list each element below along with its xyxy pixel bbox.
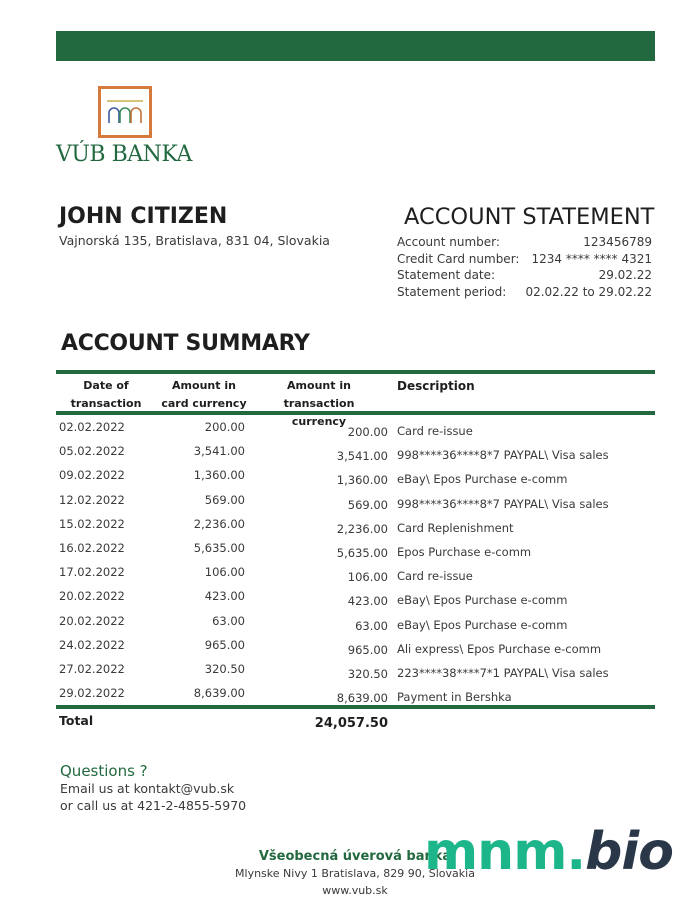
cell-date: 29.02.2022 bbox=[59, 686, 125, 701]
cell-transaction-amount: 569.00 bbox=[347, 497, 388, 512]
summary-title: ACCOUNT SUMMARY bbox=[61, 331, 310, 356]
cell-card-amount: 320.50 bbox=[204, 661, 245, 676]
cell-description: Ali express\ Epos Purchase e-comm bbox=[397, 641, 602, 656]
cell-date: 15.02.2022 bbox=[59, 516, 125, 531]
cell-transaction-amount: 5,635.00 bbox=[336, 545, 388, 560]
header-line: transaction bbox=[70, 397, 142, 410]
column-header-card-amount bbox=[156, 377, 252, 413]
logo-arches-icon bbox=[98, 86, 152, 138]
table-body bbox=[56, 415, 655, 705]
cell-date: 16.02.2022 bbox=[59, 540, 125, 555]
cell-transaction-amount: 1,360.00 bbox=[336, 473, 388, 488]
watermark bbox=[424, 822, 673, 882]
header-line: Description bbox=[397, 379, 475, 393]
statement-date-row bbox=[397, 267, 652, 284]
cell-card-amount: 63.00 bbox=[212, 613, 245, 628]
total-label: Total bbox=[59, 713, 94, 729]
card-number-row bbox=[397, 251, 652, 268]
table-row bbox=[56, 415, 655, 439]
transactions-table bbox=[56, 370, 655, 733]
cell-description: Card re-issue bbox=[397, 569, 473, 584]
card-number-value: 1234 **** **** 4321 bbox=[531, 251, 652, 266]
table-row bbox=[56, 512, 655, 536]
column-header-description bbox=[397, 377, 475, 395]
footer-bank-name: Všeobecná úverová banka bbox=[258, 849, 452, 864]
cell-card-amount: 965.00 bbox=[204, 637, 245, 652]
header-line: currency bbox=[291, 415, 347, 428]
cell-transaction-amount: 200.00 bbox=[347, 425, 388, 439]
cell-description: Card Replenishment bbox=[397, 520, 514, 535]
customer-address: Vajnorská 135, Bratislava, 831 04, Slovakia bbox=[59, 233, 330, 248]
info-label: Statement date: bbox=[397, 268, 496, 282]
header-bar bbox=[56, 31, 655, 61]
cell-description: 998****36****8*7 PAYPAL\ Visa sales bbox=[397, 448, 609, 463]
cell-transaction-amount: 63.00 bbox=[355, 618, 388, 633]
cell-date: 12.02.2022 bbox=[59, 492, 125, 507]
cell-card-amount: 8,639.00 bbox=[193, 686, 245, 701]
table-row bbox=[56, 463, 655, 487]
cell-transaction-amount: 320.50 bbox=[347, 666, 388, 681]
customer-name: JOHN CITIZEN bbox=[59, 204, 228, 229]
cell-description: Payment in Bershka bbox=[397, 690, 512, 705]
cell-card-amount: 5,635.00 bbox=[193, 540, 245, 555]
table-row bbox=[56, 560, 655, 584]
watermark-part2: bio bbox=[585, 822, 673, 882]
footer-address: Mlynske Nivy 1 Bratislava, 829 90, Slovakia bbox=[235, 867, 475, 880]
table-row bbox=[56, 681, 655, 705]
cell-date: 27.02.2022 bbox=[59, 661, 125, 676]
header-line: card currency bbox=[161, 397, 247, 410]
bank-logo bbox=[56, 84, 206, 174]
watermark-part1: mnm. bbox=[424, 822, 586, 882]
header-line: Date of bbox=[83, 379, 129, 392]
cell-transaction-amount: 2,236.00 bbox=[336, 521, 388, 536]
cell-description: eBay\ Epos Purchase e-comm bbox=[397, 617, 568, 632]
cell-date: 17.02.2022 bbox=[59, 565, 125, 580]
cell-description: 223****38****7*1 PAYPAL\ Visa sales bbox=[397, 665, 609, 680]
footer-website: www.vub.sk bbox=[322, 884, 388, 897]
cell-transaction-amount: 3,541.00 bbox=[336, 449, 388, 464]
table-row bbox=[56, 609, 655, 633]
table-row bbox=[56, 536, 655, 560]
cell-card-amount: 2,236.00 bbox=[193, 516, 245, 531]
cell-card-amount: 106.00 bbox=[204, 565, 245, 580]
account-number-row bbox=[397, 234, 652, 251]
cell-date: 09.02.2022 bbox=[59, 468, 125, 483]
cell-description: eBay\ Epos Purchase e-comm bbox=[397, 472, 568, 487]
cell-card-amount: 200.00 bbox=[204, 420, 245, 434]
cell-card-amount: 1,360.00 bbox=[193, 468, 245, 483]
cell-card-amount: 423.00 bbox=[204, 589, 245, 604]
account-number-value: 123456789 bbox=[583, 235, 652, 249]
statement-info bbox=[397, 234, 652, 300]
header-line: Amount in bbox=[172, 379, 236, 392]
table-row bbox=[56, 584, 655, 608]
table-row bbox=[56, 488, 655, 512]
cell-description: Card re-issue bbox=[397, 424, 473, 438]
questions-title: Questions ? bbox=[60, 762, 148, 780]
cell-card-amount: 569.00 bbox=[204, 492, 245, 507]
statement-period-row bbox=[397, 284, 652, 301]
statement-period-value: 02.02.22 to 29.02.22 bbox=[525, 284, 652, 299]
cell-date: 05.02.2022 bbox=[59, 444, 125, 459]
cell-date: 20.02.2022 bbox=[59, 589, 125, 604]
cell-date: 20.02.2022 bbox=[59, 613, 125, 628]
info-label: Statement period: bbox=[397, 284, 507, 299]
total-value: 24,057.50 bbox=[314, 716, 388, 732]
info-label: Credit Card number: bbox=[397, 251, 520, 266]
logo-text: VÚB BANKA bbox=[56, 142, 192, 167]
cell-transaction-amount: 965.00 bbox=[347, 642, 388, 657]
info-label: Account number: bbox=[397, 235, 500, 249]
cell-date: 24.02.2022 bbox=[59, 637, 125, 652]
cell-description: 998****36****8*7 PAYPAL\ Visa sales bbox=[397, 496, 609, 511]
cell-date: 02.02.2022 bbox=[59, 420, 125, 434]
cell-transaction-amount: 423.00 bbox=[347, 594, 388, 609]
cell-description: eBay\ Epos Purchase e-comm bbox=[397, 593, 568, 608]
column-header-date bbox=[56, 377, 156, 413]
header-line: Amount in transaction bbox=[283, 379, 355, 410]
cell-description: Epos Purchase e-comm bbox=[397, 544, 532, 559]
statement-title: ACCOUNT STATEMENT bbox=[404, 204, 655, 230]
table-row bbox=[56, 439, 655, 463]
table-row bbox=[56, 633, 655, 657]
cell-transaction-amount: 106.00 bbox=[347, 570, 388, 585]
statement-date-value: 29.02.22 bbox=[598, 268, 652, 282]
table-row bbox=[56, 657, 655, 681]
contact-email: Email us at kontakt@vub.sk bbox=[60, 781, 235, 796]
cell-card-amount: 3,541.00 bbox=[193, 444, 245, 459]
cell-transaction-amount: 8,639.00 bbox=[336, 691, 388, 706]
contact-phone: or call us at 421-2-4855-5970 bbox=[60, 798, 247, 813]
total-row bbox=[56, 709, 655, 733]
